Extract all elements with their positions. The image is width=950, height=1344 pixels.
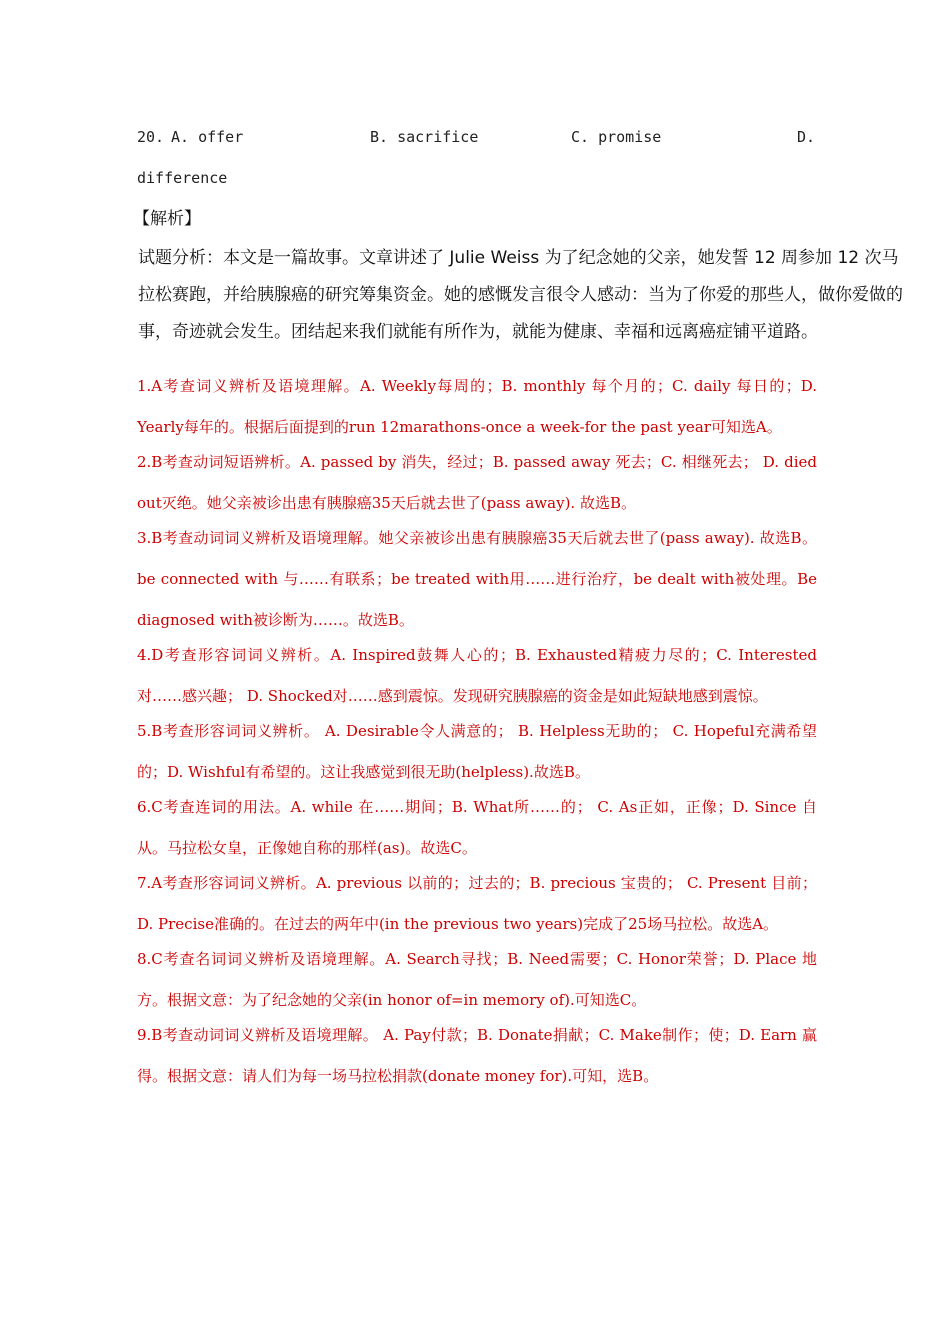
- explanation-item-8: 8.C考查名词词义辨析及语境理解。A. Search寻找；B. Need需要；C. Honor荣誉；D. Place 地方。根据文意：为了纪念她的父亲(in honor of=in memory of).可知选C。: [137, 950, 817, 1009]
- explanation-item-4: 4.D考查形容词词义辨析。A. Inspired鼓舞人心的；B. Exhausted精疲力尽的；C. Interested对……感兴趣； D. Shocked对……感到震惊。发现研究胰腺癌的资金是如此短缺地感到震惊。: [137, 646, 817, 705]
- explanation-item-3: 3.B考查动词词义辨析及语境理解。她父亲被诊出患有胰腺癌35天后就去世了(pass away). 故选B。 be connected with 与……有联系；be treated with用……进行治疗，be dealt with被处理。Be diagnosed with被诊断为……。故选B。: [137, 529, 817, 629]
- explanation-list: [137, 366, 817, 1091]
- option-b: B. sacrifice: [370, 128, 479, 146]
- option-d-letter: D.: [797, 128, 816, 146]
- explanation-item-7: 7.A考查形容词词义辨析。A. previous 以前的；过去的；B. precious 宝贵的； C. Present 目前；D. Precise准确的。在过去的两年中(in the previous two years)完成了25场马拉松。故选A。: [137, 874, 817, 933]
- explanation-item-9: 9.B考查动词词义辨析及语境理解。 A. Pay付款；B. Donate捐献；C. Make制作；使；D. Earn 赢得。根据文意：请人们为每一场马拉松捐款(donate money for).可知，选B。: [137, 1026, 817, 1085]
- explanation-item-5: 5.B考查形容词词义辨析。 A. Desirable令人满意的； B. Helpless无助的； C. Hopeful充满希望的；D. Wishful有希望的。这让我感觉到很无助(helpless).故选B。: [137, 722, 817, 781]
- explanation-item-6: 6.C考查连词的用法。A. while 在……期间；B. What所……的； C. As正如，正像；D. Since 自从。马拉松女皇，正像她自称的那样(as)。故选C。: [137, 798, 817, 857]
- analysis-title: 【解析】: [133, 209, 201, 229]
- explanation-item-2: 2.B考查动词短语辨析。A. passed by 消失，经过；B. passed away 死去；C. 相继死去； D. died out灭绝。她父亲被诊出患有胰腺癌35天后就去世了(pass away). 故选B。: [137, 453, 817, 512]
- question-number: 20.: [137, 128, 165, 146]
- option-d-text: difference: [137, 169, 228, 187]
- analysis-summary: 试题分析：本文是一篇故事。文章讲述了 Julie Weiss 为了纪念她的父亲，她发誓 12 周参加 12 次马拉松赛跑，并给胰腺癌的研究筹集资金。她的感慨发言很令人感动：当为了你爱的那些人，做你爱做的事，奇迹就会发生。团结起来我们就能有所作为，就能为健康、幸福和远离癌症铺平道路。: [138, 248, 903, 342]
- option-c: C. promise: [571, 128, 662, 146]
- option-a: A. offer: [171, 128, 244, 146]
- explanation-item-1: 1.A考查词义辨析及语境理解。A. Weekly每周的；B. monthly 每个月的；C. daily 每日的；D. Yearly每年的。根据后面提到的run 12marathons-once a week-for the past year可知选A。: [137, 377, 817, 436]
